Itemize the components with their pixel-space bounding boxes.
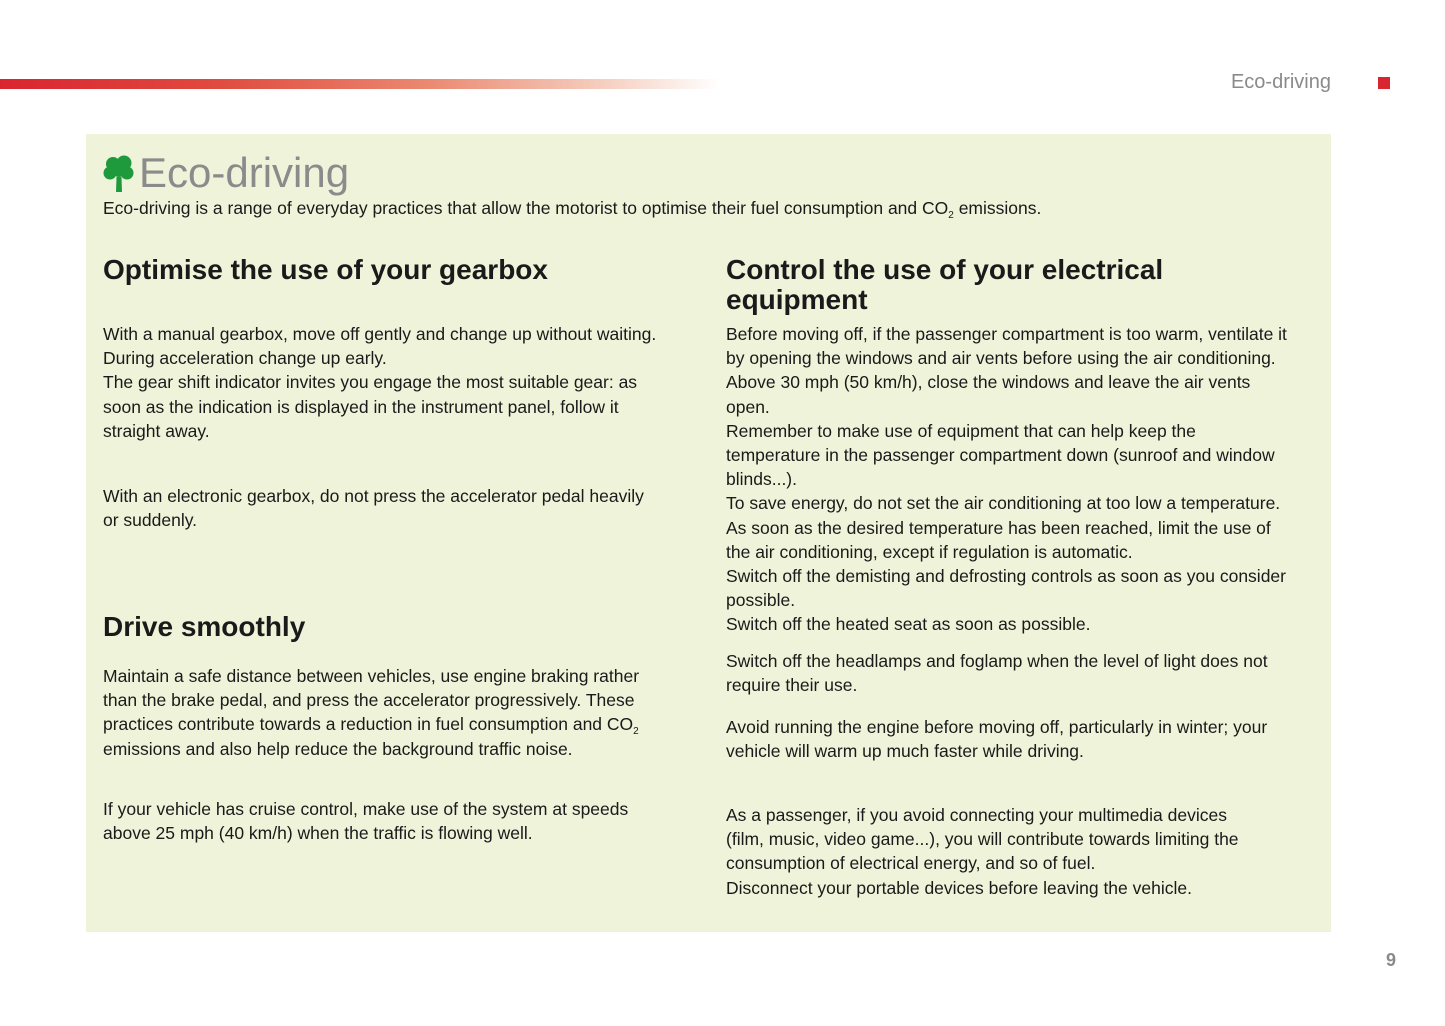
text-line: To save energy, do not set the air conditioning at too low a temperature. — [726, 493, 1281, 514]
text-line: As soon as the desired temperature has been reached, limit the use of — [726, 517, 1271, 538]
electrical-paragraph-3 — [726, 715, 1267, 763]
text-line: Maintain a safe distance between vehicles, use engine braking rather — [103, 666, 640, 686]
text-line: blinds...). — [726, 469, 797, 490]
text-line: emissions and also help reduce the background traffic noise. — [103, 738, 573, 759]
text-line: above 25 mph (40 km/h) when the traffic is flowing well. — [103, 823, 533, 844]
intro-text — [103, 196, 1041, 220]
drive-smoothly-heading: Drive smoothly — [103, 611, 306, 642]
intro-text-main: Eco-driving is a range of everyday practices that allow the motorist to optimise their fuel consumption and CO — [103, 198, 949, 218]
co2-subscript: 2 — [633, 726, 639, 738]
running-header-title: Eco-driving — [1230, 71, 1331, 93]
page-number: 9 — [1386, 950, 1397, 970]
text-line: Switch off the demisting and defrosting controls as soon as you consider — [726, 566, 1286, 587]
page-title: Eco-driving — [139, 149, 350, 196]
text-line: open. — [726, 396, 770, 417]
electrical-heading — [726, 255, 1163, 315]
text-line: During acceleration change up early. — [103, 348, 387, 369]
header-square-marker — [1378, 77, 1390, 89]
gearbox-paragraph-2 — [103, 484, 644, 532]
text-line: or suddenly. — [103, 510, 198, 531]
text-line: Before moving off, if the passenger compartment is too warm, ventilate it — [726, 324, 1287, 344]
intro-co2-subscript: 2 — [948, 210, 954, 221]
text-line: vehicle will warm up much faster while driving. — [726, 741, 1084, 762]
text-line: straight away. — [103, 420, 210, 441]
text-line: than the brake pedal, and press the accelerator progressively. These — [103, 690, 635, 711]
electrical-paragraph-1 — [726, 322, 1287, 637]
text-line: The gear shift indicator invites you engage the most suitable gear: as — [103, 372, 638, 393]
intro-text-end: emissions. — [953, 198, 1042, 218]
text-line: consumption of electrical energy, and so of fuel. — [726, 853, 1096, 874]
gearbox-paragraph-1 — [103, 322, 656, 443]
text-line: possible. — [726, 590, 796, 611]
text-line: With a manual gearbox, move off gently and change up without waiting. — [103, 324, 657, 344]
text-line-co2 — [103, 712, 639, 736]
text-line: temperature in the passenger compartment down (sunroof and window — [726, 445, 1275, 466]
text-line: As a passenger, if you avoid connecting your multimedia devices — [726, 805, 1227, 825]
text-line: With an electronic gearbox, do not press the accelerator pedal heavily — [103, 486, 644, 506]
gearbox-heading: Optimise the use of your gearbox — [103, 254, 548, 285]
text-line: Switch off the heated seat as soon as possible. — [726, 614, 1091, 635]
electrical-paragraph-2 — [726, 649, 1268, 697]
drive-smoothly-paragraph-2 — [103, 797, 628, 845]
electrical-paragraph-4 — [726, 803, 1239, 900]
electrical-heading-line-1: Control the use of your electrical — [726, 254, 1164, 285]
tree-icon — [103, 153, 135, 193]
drive-smoothly-paragraph-1 — [103, 664, 639, 761]
text-line: the air conditioning, except if regulation is automatic. — [726, 541, 1133, 562]
text-line: Above 30 mph (50 km/h), close the windows and leave the air vents — [726, 372, 1251, 393]
title-row — [103, 148, 349, 198]
text-line: Avoid running the engine before moving off, particularly in winter; your — [726, 717, 1268, 737]
text-line: Remember to make use of equipment that can help keep the — [726, 420, 1196, 441]
text-line: Switch off the headlamps and foglamp when the level of light does not — [726, 651, 1268, 671]
text-line: Disconnect your portable devices before leaving the vehicle. — [726, 877, 1192, 898]
text-line: (film, music, video game...), you will contribute towards limiting the — [726, 829, 1239, 850]
text-line: soon as the indication is displayed in the instrument panel, follow it — [103, 396, 619, 417]
header-gradient-bar — [0, 79, 720, 89]
text-line-co2-main: practices contribute towards a reduction in fuel consumption and CO — [103, 714, 634, 735]
text-line: by opening the windows and air vents before using the air conditioning. — [726, 348, 1276, 369]
electrical-heading-line-2: equipment — [726, 284, 868, 315]
text-line: require their use. — [726, 675, 858, 696]
text-line: If your vehicle has cruise control, make use of the system at speeds — [103, 799, 629, 819]
